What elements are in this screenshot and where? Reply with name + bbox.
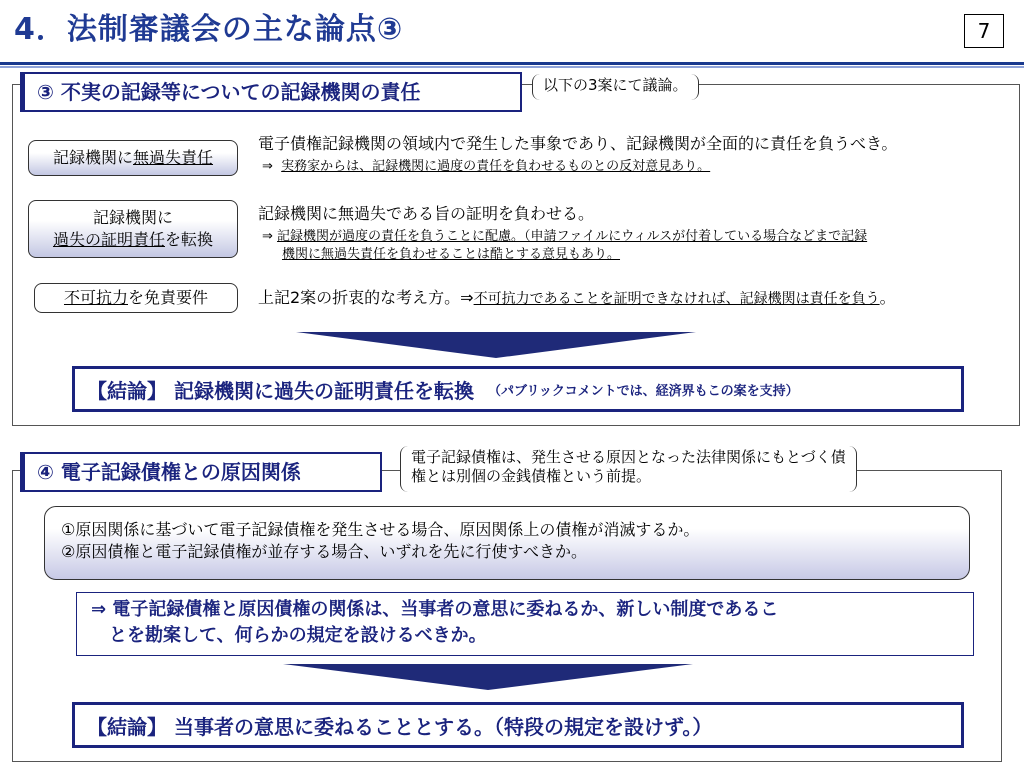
option-shift-burden-of-proof [28, 200, 238, 258]
section3-heading: ③ 不実の記録等についての記録機関の責任 [20, 72, 522, 112]
title-rule [0, 62, 1024, 65]
down-arrow-icon [283, 664, 693, 690]
title-rule-light [0, 66, 1024, 68]
section4-bracket-note: 電子記録債権は、発生させる原因となった法律関係にもとづく債 権とは別個の金銭債権という前提。 [400, 446, 857, 492]
page-title: 4．法制審議会の主な論点③ [14, 12, 404, 47]
issue-item: ①原因関係に基づいて電子記録債権を発生させる場合、原因関係上の債権が消滅するか。 [61, 520, 700, 539]
page-number: 7 [964, 14, 1004, 48]
option2-note: ⇒ 記録機関が過度の責任を負うことに配慮。（申請ファイルにウィルスが付着している場合などまで記録 [262, 229, 868, 244]
option-label: 不可抗力を免責要件 [63, 288, 209, 307]
option1-description: 電子債権記録機関の領域内で発生した事象であり、記録機関が全面的に責任を負うべき。 [258, 134, 898, 153]
option-force-majeure [34, 283, 238, 313]
section4-answer: ⇒ 電子記録債権と原因債権の関係は、当事者の意思に委ねるか、新しい制度であるこ とを勘案して、何らかの規定を設けるべきか。 [76, 592, 974, 656]
option3-description: 上記2案の折衷的な考え方。⇒不可抗力であることを証明できなければ、記録機関は責任を負う。 [258, 288, 896, 307]
option-label-line2: 過失の証明責任を転換 [52, 230, 214, 249]
issue-item: ②原因債権と電子記録債権が並存する場合、いずれを先に行使すべきか。 [61, 542, 588, 561]
section3-conclusion: 【結論】 記録機関に過失の証明責任を転換 （パブリックコメントでは、経済界もこの案を支持） [72, 366, 964, 412]
down-arrow-icon [296, 332, 696, 358]
section3-bracket-note: 以下の3案にて議論。 [532, 74, 699, 100]
option2-note-cont: 機関に無過失責任を負わせることは酷とする意見もあり。 [282, 247, 621, 262]
option-label: 記録機関に無過失責任 [52, 148, 214, 167]
section4-conclusion: 【結論】 当事者の意思に委ねることとする。（特段の規定を設けず。） [72, 702, 964, 748]
option2-description: 記録機関に無過失である旨の証明を負わせる。 [258, 204, 595, 223]
option-no-fault-liability [28, 140, 238, 176]
section4-heading: ④ 電子記録債権との原因関係 [20, 452, 382, 492]
option1-note: ⇒ 実務家からは、記録機関に過度の責任を負わせるものとの反対意見あり。 [262, 159, 711, 174]
section4-issues [44, 506, 970, 580]
option-label-line1: 記録機関に [92, 208, 173, 227]
